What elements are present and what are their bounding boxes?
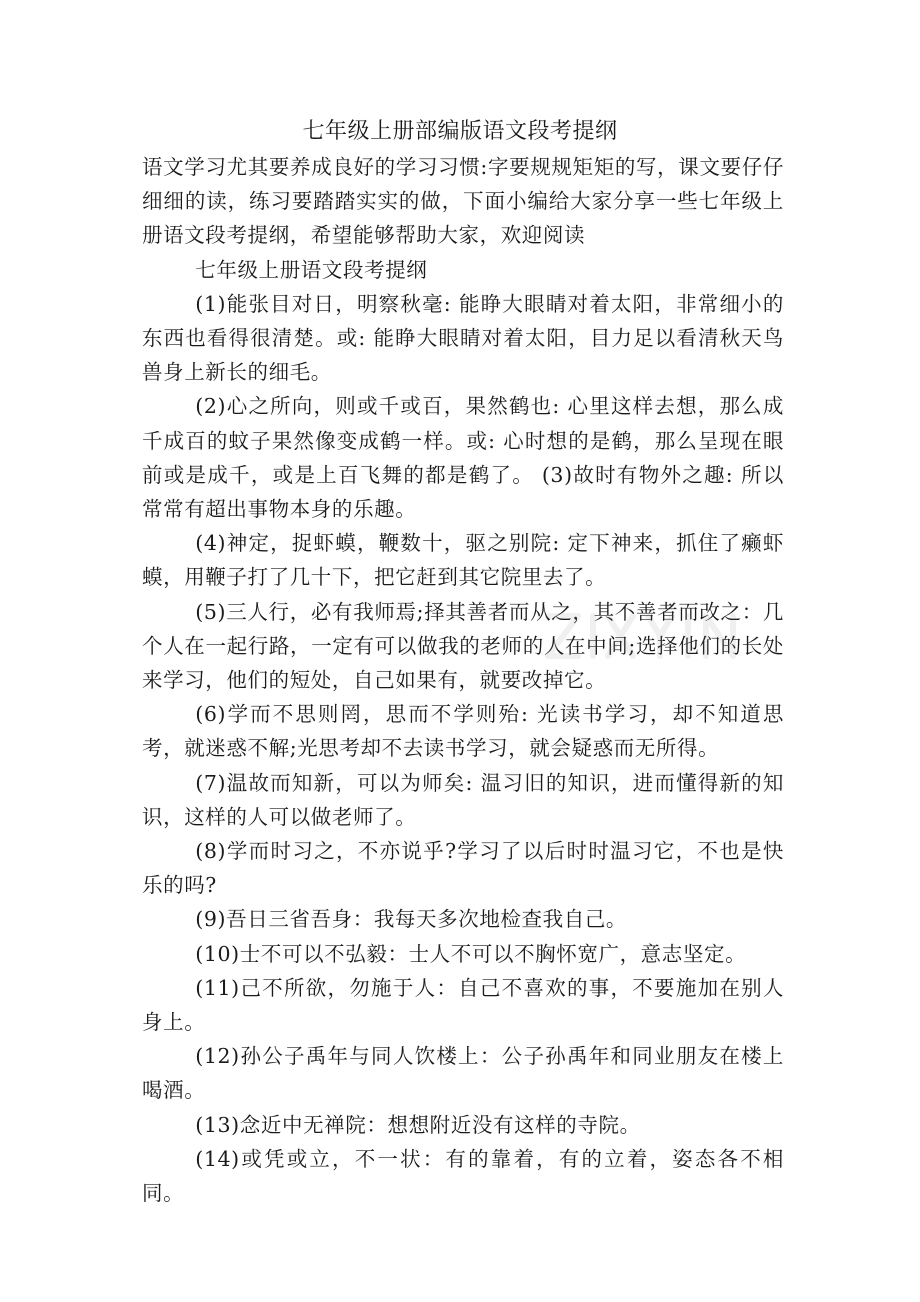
document-body xyxy=(142,150,784,1210)
outline-item: (12)孙公子禹年与同人饮楼上：公子孙禹年和同业朋友在楼上喝酒。 xyxy=(142,1044,784,1103)
outline-item: (7)温故而知新，可以为师矣: 温习旧的知识，进而懂得新的知识，这样的人可以做老师了。 xyxy=(142,770,784,829)
outline-item: (5)三人行，必有我师焉;择其善者而从之，其不善者而改之：几个人在一起行路，一定有可以做我的老师的人在中间;选择他们的长处来学习，他们的短处，自己如果有，就要改掉它。 xyxy=(142,599,784,693)
document-title: 七年级上册部编版语文段考提纲 xyxy=(302,119,618,144)
outline-item: (14)或凭或立，不一状：有的靠着，有的立着，姿态各不相同。 xyxy=(142,1146,784,1206)
outline-item: (13)念近中无禅院：想想附近没有这样的寺院。 xyxy=(195,1112,641,1137)
outline-item: (11)己不所欲，勿施于人：自己不喜欢的事，不要施加在别人身上。 xyxy=(142,975,784,1035)
outline-item: (10)士不可以不弘毅：士人不可以不胸怀宽广，意志坚定。 xyxy=(195,941,747,966)
outline-item: (8)学而时习之，不亦说乎?学习了以后时时温习它，不也是快乐的吗? xyxy=(142,839,784,898)
outline-item: (9)吾日三省吾身：我每天多次地检查我自己。 xyxy=(195,907,628,932)
outline-item: (6)学而不思则罔，思而不学则殆: 光读书学习，却不知道思考，就迷惑不解;光思考却不去读书学习，就会疑惑而无所得。 xyxy=(142,702,784,761)
outline-item: (4)神定，捉虾蟆，鞭数十，驱之别院: 定下神来，抓住了癞虾蟆，用鞭子打了几十下，把它赶到其它院里去了。 xyxy=(142,531,784,590)
outline-item: (1)能张目对日，明察秋毫: 能睁大眼睛对着太阳，非常细小的东西也看得很清楚。或: 能睁大眼睛对着太阳，目力足以看清秋天鸟兽身上新长的细毛。 xyxy=(142,291,784,385)
section-subtitle: 七年级上册语文段考提纲 xyxy=(195,257,428,282)
outline-item: (2)心之所向，则或千或百，果然鹤也: 心里这样去想，那么成千成百的蚊子果然像变成鹤一样。或: 心时想的是鹤，那么呈现在眼前或是成千，或是上百飞舞的都是鹤了。 (3)故时有物外之趣: 所以常常有超出事物本身的乐趣。 xyxy=(142,394,784,522)
intro-paragraph: 语文学习尤其要养成良好的学习习惯:字要规规矩矩的写，课文要仔仔细细的读，练习要踏踏实实的做，下面小编给大家分享一些七年级上册语文段考提纲，希望能够帮助大家，欢迎阅读 xyxy=(142,155,784,248)
